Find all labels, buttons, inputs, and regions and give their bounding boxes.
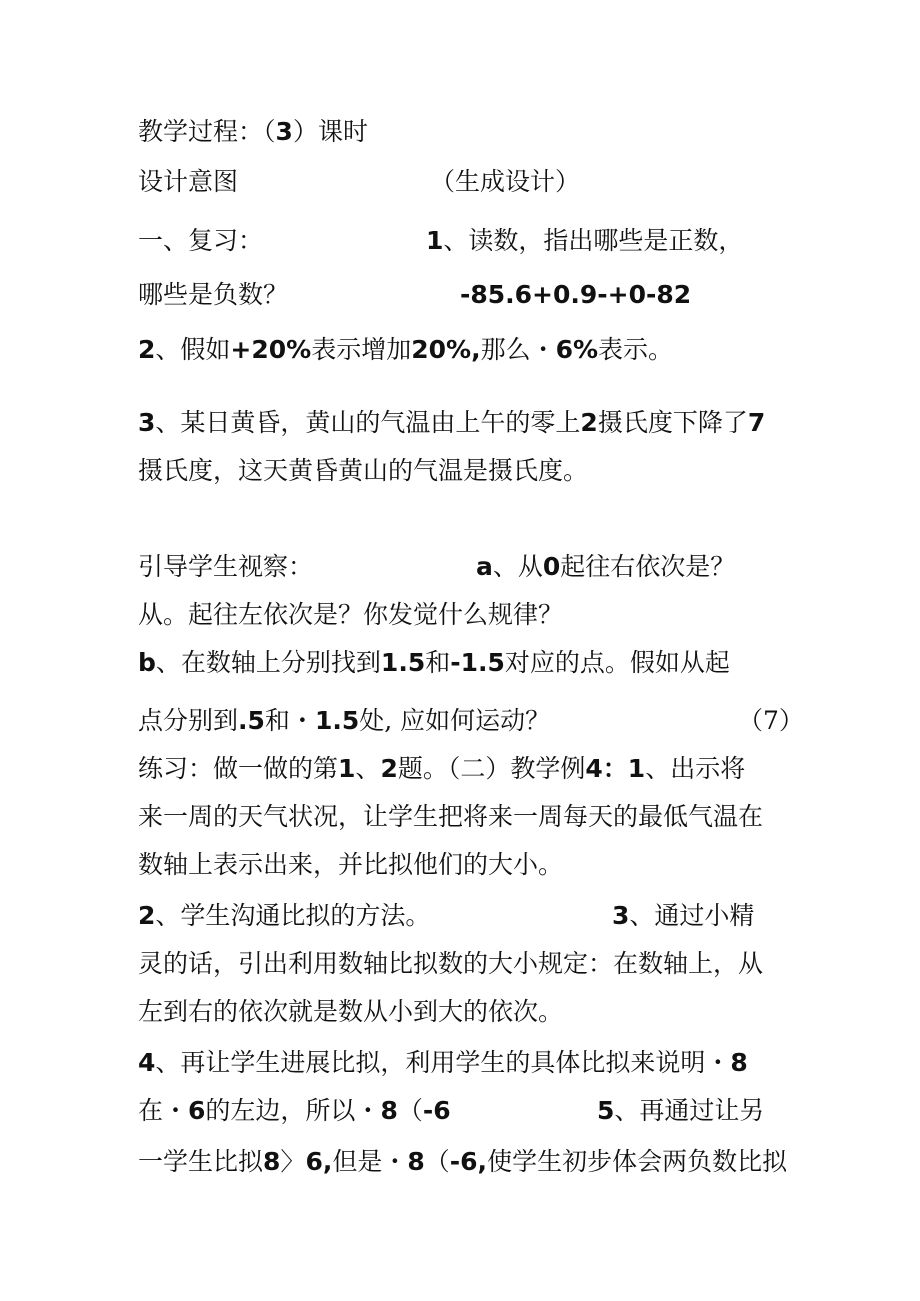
text: 一学生比拟 <box>138 1147 264 1176</box>
paren-open: （ <box>263 117 276 146</box>
number-list: -85.6+0.9-+0-82 <box>460 280 692 309</box>
value: 1 <box>338 754 356 783</box>
text: 摄氏度下降了 <box>597 408 748 437</box>
text: 表示。 <box>598 335 674 364</box>
design-intent-label: 设计意图 <box>138 167 239 196</box>
text: 但是・ <box>332 1147 408 1176</box>
text: ： <box>602 754 628 783</box>
text: 点分别到 <box>138 706 239 735</box>
text: 处, 应如何运动？ <box>359 706 551 735</box>
item-letter: a <box>476 552 493 581</box>
value: -1.5 <box>450 648 505 677</box>
text: 表示增加 <box>311 335 412 364</box>
step-4-line <box>138 1046 748 1080</box>
guide-item-a <box>476 550 735 584</box>
text: 、再通过让另 <box>614 1096 765 1125</box>
lesson-process-label: 教学过程： <box>138 117 264 146</box>
text: 、假如 <box>155 335 231 364</box>
text: 、 <box>355 754 381 783</box>
text: （ <box>424 1147 450 1176</box>
value: -6, <box>449 1147 488 1176</box>
step-3-line <box>612 899 754 933</box>
value: 1 <box>627 754 646 783</box>
comparison-line <box>138 1094 451 1128</box>
paragraph-line: 来一周的天气状况，让学生把将来一周每天的最低气温在 <box>138 802 764 831</box>
text: 和・ <box>264 706 315 735</box>
text: 起往右依次是？ <box>560 552 736 581</box>
value: 2 <box>580 408 598 437</box>
text: 、从 <box>492 552 543 581</box>
lesson-count: 3 <box>275 117 293 146</box>
value: 8 <box>263 1147 281 1176</box>
value: 0 <box>542 552 561 581</box>
practice-line <box>138 752 745 786</box>
text: 和 <box>425 648 451 677</box>
guide-item-b <box>138 646 730 680</box>
review-item-1 <box>426 224 743 258</box>
review-item-2 <box>138 333 673 367</box>
value: 4 <box>585 754 603 783</box>
text: 、通过小精 <box>629 901 755 930</box>
step-number: （7） <box>738 706 804 735</box>
value: -6 <box>422 1096 451 1125</box>
item-number: 2 <box>138 335 156 364</box>
value: 8 <box>380 1096 398 1125</box>
text: 、某日黄昏，黄山的气温由上午的零上 <box>155 408 581 437</box>
text: 、学生沟通比拟的方法。 <box>155 901 431 930</box>
lesson-unit: ）课时 <box>292 117 368 146</box>
value: 6 <box>188 1096 206 1125</box>
paragraph-line: 灵的话，引出利用数轴比拟数的大小规定：在数轴上，从 <box>138 949 764 978</box>
value: 1.5 <box>314 706 360 735</box>
value: .5 <box>238 706 265 735</box>
paragraph-line: 数轴上表示出来，并比拟他们的大小。 <box>138 850 564 879</box>
item-text: 、读数，指出哪些是正数， <box>443 226 744 255</box>
item-number: 3 <box>612 901 630 930</box>
item-number: 3 <box>138 408 156 437</box>
which-negative-question: 哪些是负数？ <box>138 280 289 309</box>
value: +20% <box>230 335 312 364</box>
step-5-line <box>597 1094 764 1128</box>
value: 8 <box>407 1147 425 1176</box>
item-letter: b <box>138 648 156 677</box>
text: 〉 <box>280 1147 306 1176</box>
value: 8 <box>730 1048 748 1077</box>
paragraph-line: 左到右的依次就是数从小到大的依次。 <box>138 997 564 1026</box>
guide-observe-label: 引导学生视察： <box>138 552 314 581</box>
text: 、出示将 <box>645 754 746 783</box>
lesson-process-heading <box>138 115 368 149</box>
text: 使学生初步体会两负数比拟 <box>487 1147 788 1176</box>
item-number: 2 <box>138 901 156 930</box>
text: 对应的点。假如从起 <box>504 648 730 677</box>
text: （ <box>397 1096 423 1125</box>
text: 的左边，所以・ <box>205 1096 381 1125</box>
text: 、在数轴上分别找到 <box>155 648 381 677</box>
value: 6, <box>305 1147 333 1176</box>
generative-design-label: （生成设计） <box>430 167 581 196</box>
item-number: 1 <box>426 226 444 255</box>
review-item-3 <box>138 406 765 440</box>
text: 在・ <box>138 1096 189 1125</box>
paragraph-line: 摄氏度，这天黄昏黄山的气温是摄氏度。 <box>138 456 589 485</box>
item-number: 5 <box>597 1096 615 1125</box>
value: 20%, <box>411 335 481 364</box>
value: 1.5 <box>380 648 426 677</box>
paragraph-line <box>138 1145 787 1179</box>
text: 练习：做一做的第 <box>138 754 339 783</box>
step-2-line <box>138 899 430 933</box>
review-heading: 一、复习： <box>138 226 264 255</box>
text: 、再让学生进展比拟，利用学生的具体比拟来说明・ <box>155 1048 731 1077</box>
value: 6% <box>555 335 599 364</box>
text: 题。（二）教学例 <box>397 754 586 783</box>
paragraph-line <box>138 704 550 738</box>
value: 7 <box>747 408 766 437</box>
paragraph-line: 从。起往左依次是？你发觉什么规律？ <box>138 600 564 629</box>
item-number: 4 <box>138 1048 156 1077</box>
text: 那么・ <box>480 335 556 364</box>
value: 2 <box>380 754 398 783</box>
